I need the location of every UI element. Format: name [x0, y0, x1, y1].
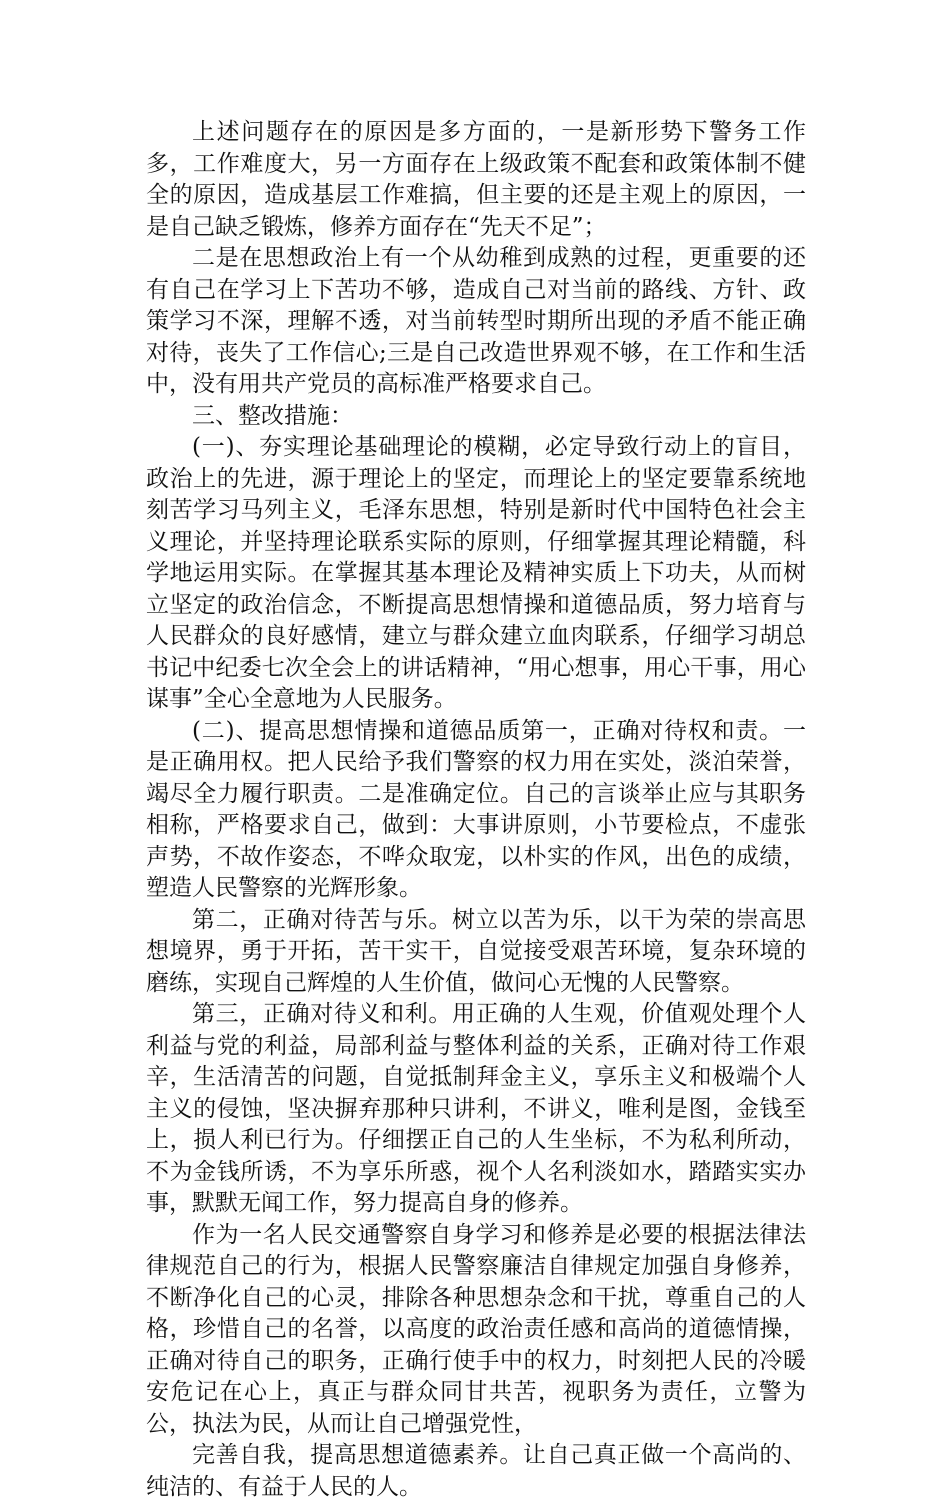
- paragraph-hardship-joy: 第二，正确对待苦与乐。树立以苦为乐，以干为荣的崇高思想境界，勇于开拓，苦干实干，自觉接受艰苦环境，复杂环境的磨练，实现自己辉煌的人生价值，做问心无愧的人民警察。: [146, 906, 806, 996]
- section-heading-rectification: 三、整改措施：: [192, 402, 353, 429]
- paragraph-police-self-cultivation: 作为一名人民交通警察自身学习和修养是必要的根据法律法律规范自己的行为，根据人民警察廉洁自律规定加强自身修养，不断净化自己的心灵，排除各种思想杂念和干扰，尊重自己的人格，珍惜自己的名誉，以高度的政治责任感和高尚的道德情操，正确对待自己的职务，正确行使手中的权力，时刻把人民的冷暖安危记在心上，真正与群众同甘共苦，视职务为责任，立警为公，执法为民，从而让自己增强党性，: [146, 1221, 806, 1437]
- paragraph-second-cause: 二是在思想政治上有一个从幼稚到成熟的过程，更重要的还有自己在学习上下苦功不够，造成自己对当前的路线、方针、政策学习不深，理解不透，对当前转型时期所出现的矛盾不能正确对待，丧失了工作信心;三是自己改造世界观不够，在工作和生活中，没有用共产党员的高标准严格要求自己。: [146, 245, 806, 397]
- paragraph-conclusion: 完善自我，提高思想道德素养。让自己真正做一个高尚的、纯洁的、有益于人民的人。: [146, 1442, 806, 1500]
- paragraph-measure-two: (二)、提高思想情操和道德品质第一，正确对待权和责。一是正确用权。把人民给予我们警察的权力用在实处，淡泊荣誉，竭尽全力履行职责。二是准确定位。自己的言谈举止应与其职务相称，严格要求自己，做到：大事讲原则，小节要检点，不虚张声势，不故作姿态，不哗众取宠，以朴实的作风，出色的成绩，塑造人民警察的光辉形象。: [146, 717, 806, 901]
- paragraph-causes: 上述问题存在的原因是多方面的，一是新形势下警务工作多，工作难度大，另一方面存在上级政策不配套和政策体制不健全的原因，造成基层工作难搞，但主要的还是主观上的原因，一是自己缺乏锻炼，修养方面存在“先天不足”；: [146, 119, 806, 240]
- document-body: [146, 117, 806, 1503]
- paragraph-measure-one: (一)、夯实理论基础理论的模糊，必定导致行动上的盲目，政治上的先进，源于理论上的坚定，而理论上的坚定要靠系统地刻苦学习马列主义，毛泽东思想，特别是新时代中国特色社会主义理论，并坚持理论联系实际的原则，仔细掌握其理论精髓，科学地运用实际。在掌握其基本理论及精神实质上下功夫，从而树立坚定的政治信念，不断提高思想情操和道德品质，努力培育与人民群众的良好感情，建立与群众建立血肉联系，仔细学习胡总书记中纪委七次全会上的讲话精神，“用心想事，用心干事，用心谋事”全心全意地为人民服务。: [146, 434, 806, 712]
- paragraph-righteousness-profit: 第三，正确对待义和利。用正确的人生观，价值观处理个人利益与党的利益，局部利益与整体利益的关系，正确对待工作艰辛，生活清苦的问题，自觉抵制拜金主义，享乐主义和极端个人主义的侵蚀，坚决摒弃那种只讲利，不讲义，唯利是图，金钱至上，损人利已行为。仔细摆正自己的人生坐标，不为私利所动，不为金钱所诱，不为享乐所惑，视个人名利淡如水，踏踏实实办事，默默无闻工作，努力提高自身的修养。: [146, 1001, 806, 1216]
